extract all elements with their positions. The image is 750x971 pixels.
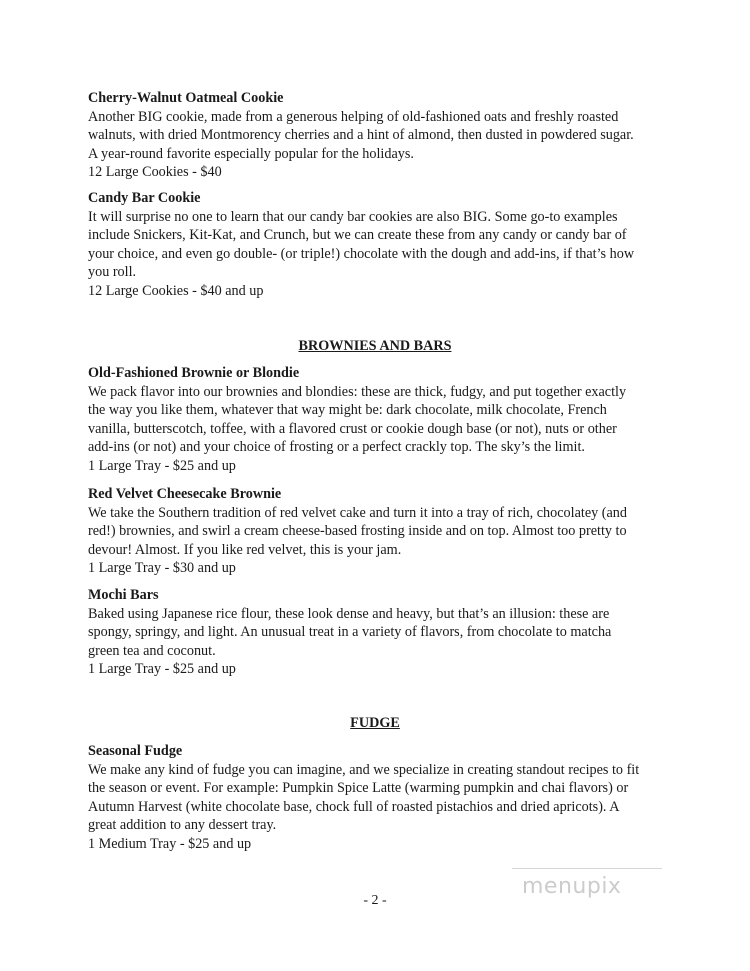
item-price: 12 Large Cookies - $40 and up — [88, 282, 264, 299]
item-description-line: spongy, springy, and light. An unusual treat in a variety of flavors, from chocolate to matcha — [88, 624, 612, 641]
item-description-line: Another BIG cookie, made from a generous helping of old-fashioned oats and freshly roasted — [88, 108, 619, 125]
item-title: Cherry-Walnut Oatmeal Cookie — [88, 90, 284, 106]
item-price: 1 Large Tray - $30 and up — [88, 560, 236, 577]
item-price: 1 Large Tray - $25 and up — [88, 661, 236, 678]
item-price: 1 Large Tray - $25 and up — [88, 457, 236, 474]
item-description-line: include Snickers, Kit-Kat, and Crunch, but we can create these from any candy or candy bar of — [88, 227, 627, 244]
item-title: Red Velvet Cheesecake Brownie — [88, 486, 282, 502]
item-description-line: green tea and coconut. — [88, 642, 216, 659]
item-description-line: the way you like them, whatever that way might be: dark chocolate, milk chocolate, French — [88, 402, 607, 419]
item-title: Old-Fashioned Brownie or Blondie — [88, 365, 300, 381]
menu-item-candy-bar — [88, 189, 668, 301]
item-description-line: We take the Southern tradition of red velvet cake and turn it into a tray of rich, chocolatey (and — [88, 504, 627, 521]
watermark-line — [512, 868, 662, 869]
item-description-line: great addition to any dessert tray. — [88, 817, 277, 834]
page-number: - 2 - — [363, 893, 387, 908]
item-description-line: you roll. — [88, 264, 137, 281]
item-title: Mochi Bars — [88, 587, 159, 603]
watermark-text: menupix — [522, 874, 622, 899]
item-title: Seasonal Fudge — [88, 743, 183, 759]
item-price: 1 Medium Tray - $25 and up — [88, 835, 252, 852]
menu-item-seasonal-fudge — [88, 742, 668, 854]
section-heading-fudge: FUDGE — [350, 715, 400, 731]
item-description-line: red!) brownies, and swirl a cream cheese-based frosting inside and on top. Almost too pretty to — [88, 523, 627, 540]
item-description-line: We pack flavor into our brownies and blondies: these are thick, fudgy, and put together exactly — [88, 383, 627, 400]
section-heading-brownies-and-bars: BROWNIES AND BARS — [298, 338, 452, 354]
item-description-line: It will surprise no one to learn that our candy bar cookies are also BIG. Some go-to examples — [88, 208, 618, 225]
menu-item-mochi-bars — [88, 586, 668, 679]
item-description-line: vanilla, butterscotch, toffee, with a flavored crust or cookie dough base (or not), nuts or other — [88, 420, 617, 437]
item-description-line: devour! Almost. If you like red velvet, this is your jam. — [88, 541, 402, 558]
item-description-line: add-ins (or not) and your choice of frosting or a perfect crackly top. The sky’s the limit. — [88, 439, 585, 456]
menu-item-brownie-blondie — [88, 364, 668, 476]
item-description-line: your choice, and even go double- (or triple!) chocolate with the dough and add-ins, if that’s how — [88, 245, 635, 262]
menu-item-red-velvet — [88, 485, 668, 578]
menu-item-cherry-walnut — [88, 89, 668, 182]
item-description-line: walnuts, with dried Montmorency cherries and a hint of almond, then dusted in powdered sugar. — [88, 127, 634, 144]
item-description-line: the season or event. For example: Pumpkin Spice Latte (warming pumpkin and chai flavors) or — [88, 780, 629, 797]
item-description-line: Baked using Japanese rice flour, these look dense and heavy, but that’s an illusion: these are — [88, 605, 610, 622]
item-description-line: A year-round favorite especially popular for the holidays. — [88, 145, 414, 162]
item-title: Candy Bar Cookie — [88, 190, 201, 206]
item-price: 12 Large Cookies - $40 — [88, 164, 222, 181]
item-description-line: Autumn Harvest (white chocolate base, chock full of roasted pistachios and dried apricots). A — [88, 798, 620, 815]
item-description-line: We make any kind of fudge you can imagine, and we specialize in creating standout recipes to fit — [88, 761, 640, 778]
